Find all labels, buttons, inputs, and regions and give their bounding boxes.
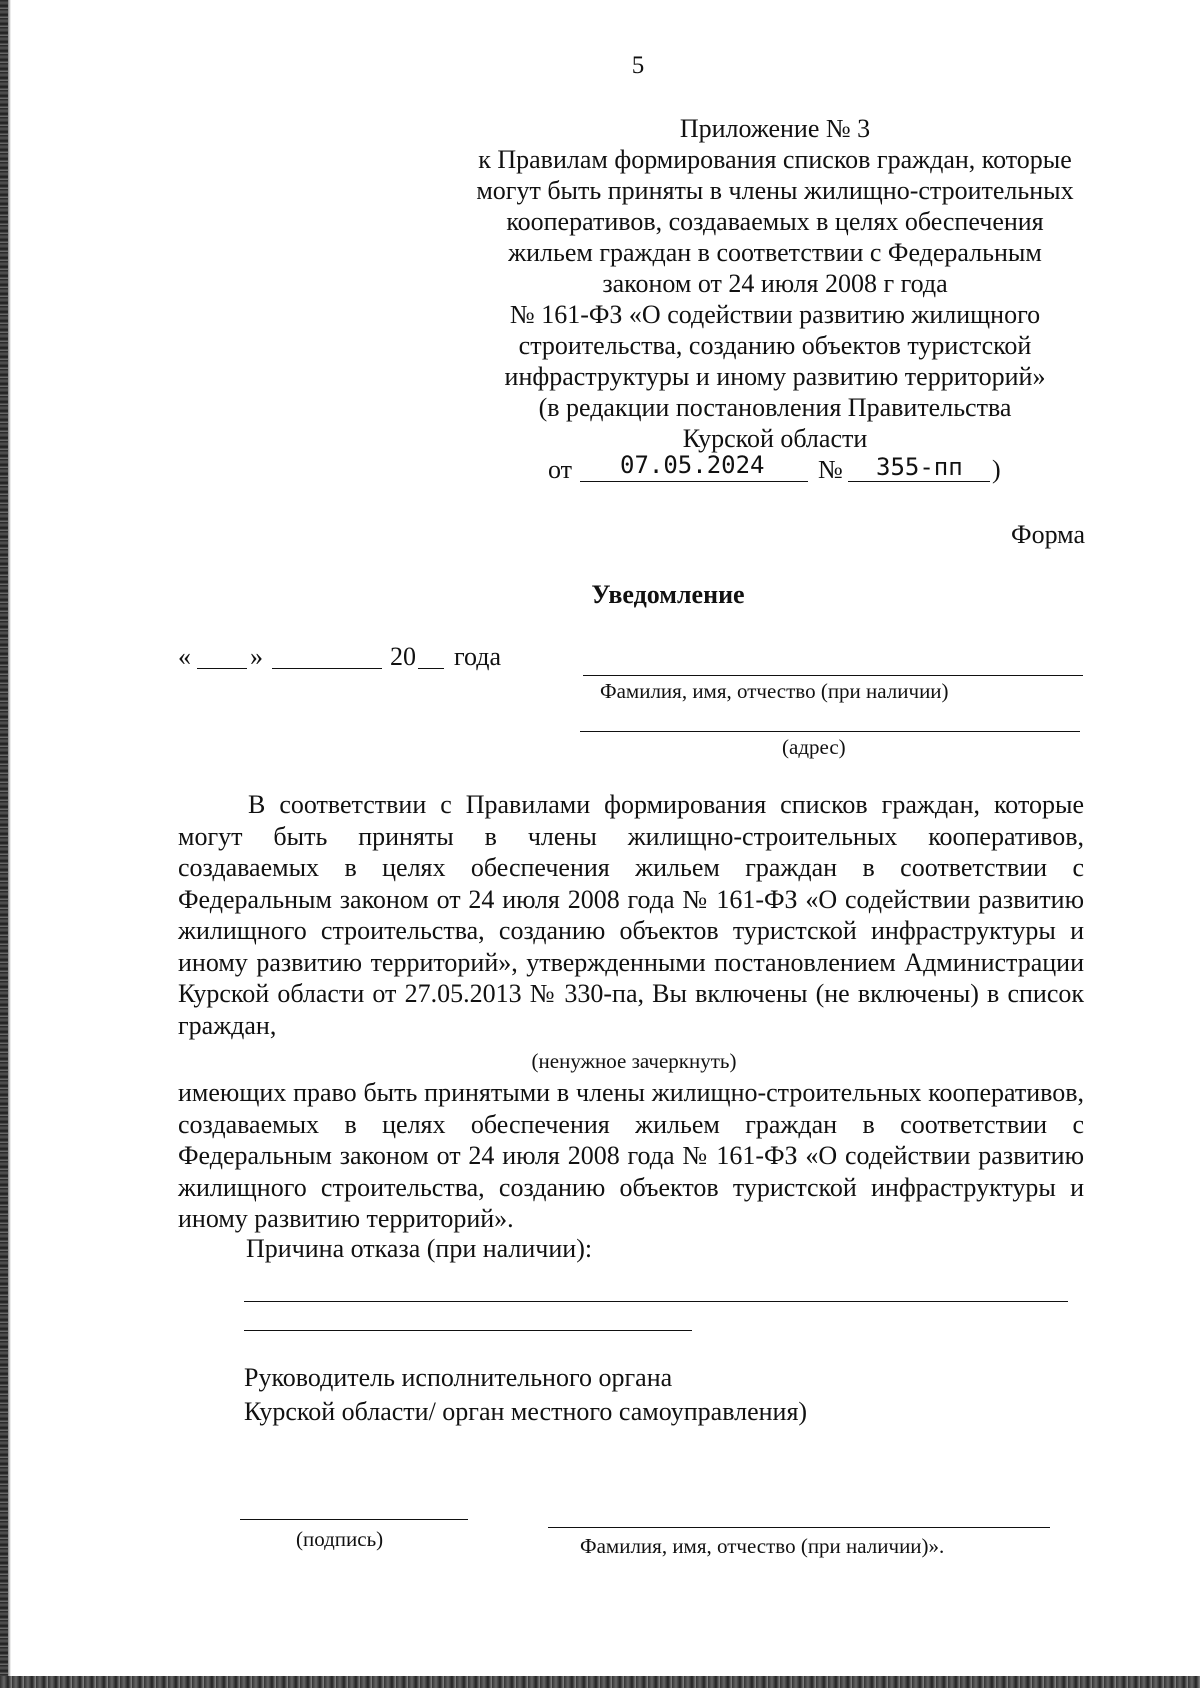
appendix-header (460, 113, 1090, 454)
appendix-line: Приложение № 3 (679, 114, 871, 143)
recipient-name-caption: Фамилия, имя, отчество (при наличии) (600, 679, 949, 703)
from-label: от (548, 455, 573, 484)
appendix-line: законом от 24 июля 2008 г года (602, 269, 948, 298)
number-underline (848, 481, 990, 482)
paragraph-text: имеющих право быть принятыми в члены жилищно-строительных кооперативов, создаваемых в целях обеспечения жильем граждан в соответствии с Федеральным законом от 24 июля 2008 года № 161-ФЗ «О содействии развитию жилищного строительства, созданию объектов туристской инфраструктуры и иному развитию территорий». (178, 1078, 1084, 1233)
close-quote: » (250, 642, 263, 671)
form-label: Форма (1011, 520, 1085, 549)
signatory-name-line (548, 1527, 1050, 1528)
refusal-line-2 (244, 1330, 692, 1331)
appendix-line: строительства, созданию объектов туристской (518, 331, 1032, 360)
appendix-line: могут быть приняты в члены жилищно-строительных (476, 176, 1074, 205)
resolution-number: 355-пп (876, 453, 963, 481)
refusal-line-1 (244, 1301, 1068, 1302)
appendix-line: инфраструктуры и иному развитию территорий» (504, 362, 1046, 391)
open-quote: « (178, 642, 191, 671)
body-paragraph-1 (178, 789, 1084, 1041)
body-paragraph-2 (178, 1077, 1084, 1235)
year-suffix: года (454, 642, 502, 671)
resolution-reference (548, 451, 1008, 491)
paragraph-text: В соответствии с Правилами формирования списков граждан, которые могут быть приняты в члены жилищно-строительных кооперативов, создаваемых в целях обеспечения жильем граждан в соответствии с Федеральным законом от 24 июля 2008 года № 161-ФЗ «О содействии развитию жилищного строительства, созданию объектов туристской инфраструктуры и иному развитию территорий», утвержденными постановлением Администрации Курской области от 27.05.2013 № 330-па, Вы включены (не включены) в список граждан, (178, 790, 1084, 1040)
year-prefix: 20 (390, 642, 416, 671)
recipient-address-caption: (адрес) (782, 735, 846, 759)
date-underline (580, 481, 808, 482)
scan-edge-shadow (8, 0, 11, 1688)
appendix-line: Курской области (682, 424, 868, 453)
appendix-line: жильем граждан в соответствии с Федеральным (508, 238, 1042, 267)
signatory-line-2: Курской области/ орган местного самоуправления) (244, 1397, 808, 1426)
signatory-name-caption: Фамилия, имя, отчество (при наличии)». (580, 1534, 945, 1558)
document-title: Уведомление (591, 580, 745, 609)
year-blank (418, 668, 444, 669)
page-number: 5 (631, 52, 645, 79)
appendix-line: к Правилам формирования списков граждан, которые (478, 145, 1072, 174)
resolution-date: 07.05.2024 (620, 451, 765, 479)
appendix-line: кооперативов, создаваемых в целях обеспечения (506, 207, 1044, 236)
notice-date-line (178, 642, 191, 672)
appendix-line: № 161-ФЗ «О содействии развитию жилищного (509, 300, 1041, 329)
signatory-line-1: Руководитель исполнительного органа (244, 1363, 673, 1392)
scan-edge-bottom (0, 1676, 1200, 1688)
number-label: № (818, 455, 843, 484)
recipient-name-line (583, 675, 1083, 676)
scan-edge-left (0, 0, 8, 1688)
refusal-label: Причина отказа (при наличии): (246, 1234, 593, 1263)
recipient-address-line (580, 731, 1080, 732)
appendix-line: (в редакции постановления Правительства (538, 393, 1012, 422)
strike-note: (ненужное зачеркнуть) (531, 1049, 737, 1073)
day-blank (197, 668, 247, 669)
month-blank (272, 668, 382, 669)
signature-line (240, 1519, 468, 1520)
signature-caption: (подпись) (296, 1527, 384, 1551)
closing-paren: ) (992, 455, 1001, 484)
